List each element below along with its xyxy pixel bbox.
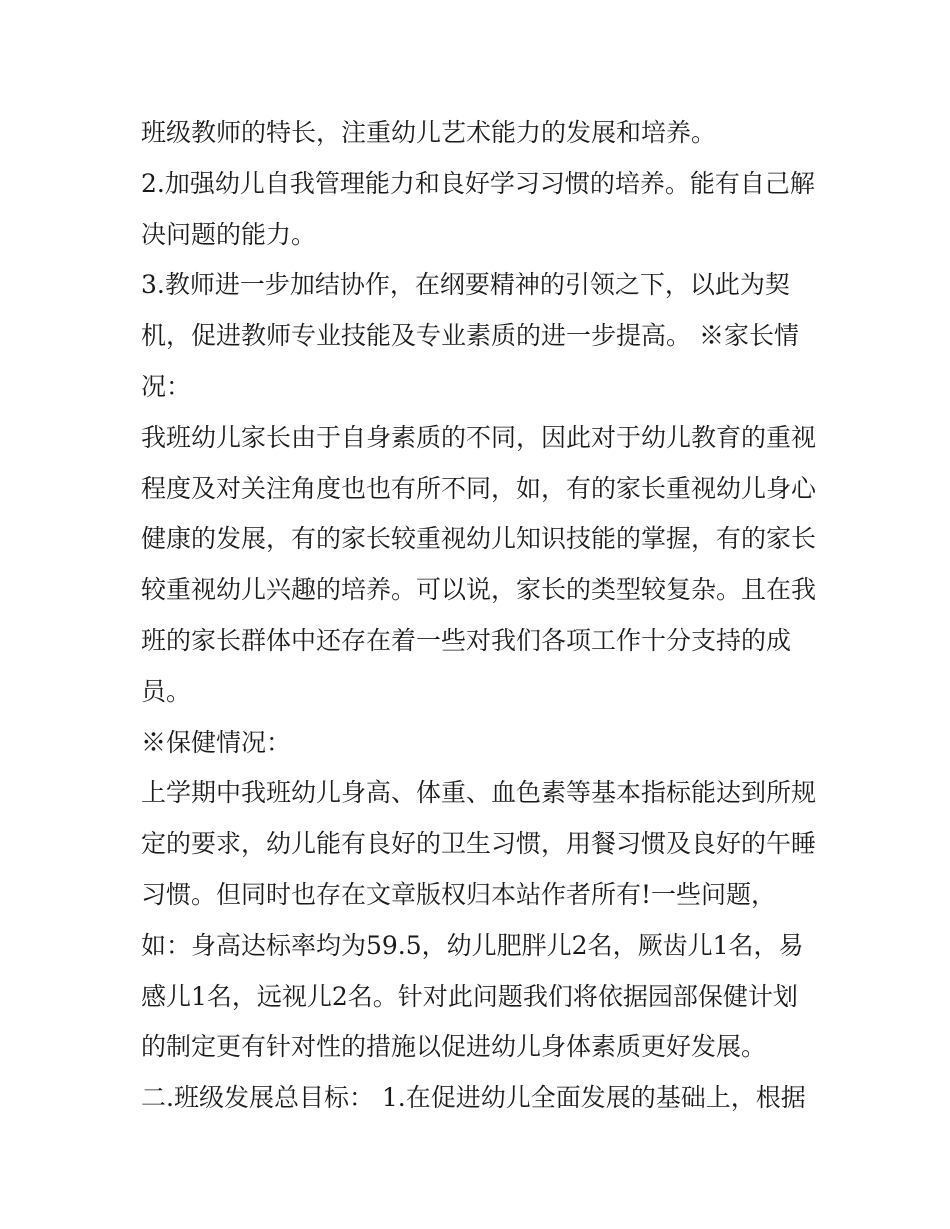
text-line: 健康的发展，有的家长较重视幼儿知识技能的掌握，有的家长	[141, 524, 817, 554]
text-line: 员。	[141, 676, 192, 706]
text-line: 况：	[141, 371, 192, 401]
document-body	[141, 108, 821, 1124]
text-line: 较重视幼儿兴趣的培养。可以说，家长的类型较复杂。且在我	[141, 575, 817, 605]
text-line: 决问题的能力。	[141, 219, 317, 249]
text-line: 二.班级发展总目标： 1.在促进幼儿全面发展的基础上，根据	[141, 1083, 806, 1113]
text-line: 感儿1名，远视儿2名。针对此问题我们将依据园部保健计划	[141, 981, 798, 1011]
text-line: 机，促进教师专业技能及专业素质的进一步提高。 ※家长情	[141, 321, 799, 351]
text-line: 定的要求，幼儿能有良好的卫生习惯，用餐习惯及良好的午睡	[141, 829, 817, 859]
section-heading: ※保健情况：	[141, 727, 292, 757]
text-line: 上学期中我班幼儿身高、体重、血色素等基本指标能达到所规	[141, 778, 817, 808]
text-line: 班的家长群体中还存在着一些对我们各项工作十分支持的成	[141, 625, 792, 655]
text-line: 3.教师进一步加结协作，在纲要精神的引领之下，以此为契	[141, 270, 790, 300]
text-line: 如：身高达标率均为59.5，幼儿肥胖儿2名，厥齿儿1名，易	[141, 930, 804, 960]
text-line: 习惯。但同时也存在文章版权归本站作者所有!一些问题，	[141, 879, 777, 909]
text-line: 2.加强幼儿自我管理能力和良好学习习惯的培养。能有自己解	[141, 168, 815, 198]
text-line: 我班幼儿家长由于自身素质的不同，因此对于幼儿教育的重视	[141, 422, 817, 452]
text-line: 的制定更有针对性的措施以促进幼儿身体素质更好发展。	[141, 1032, 767, 1062]
text-line: 班级教师的特长，注重幼儿艺术能力的发展和培养。	[141, 118, 717, 147]
text-line: 程度及对关注角度也也有所不同，如，有的家长重视幼儿身心	[141, 473, 817, 503]
